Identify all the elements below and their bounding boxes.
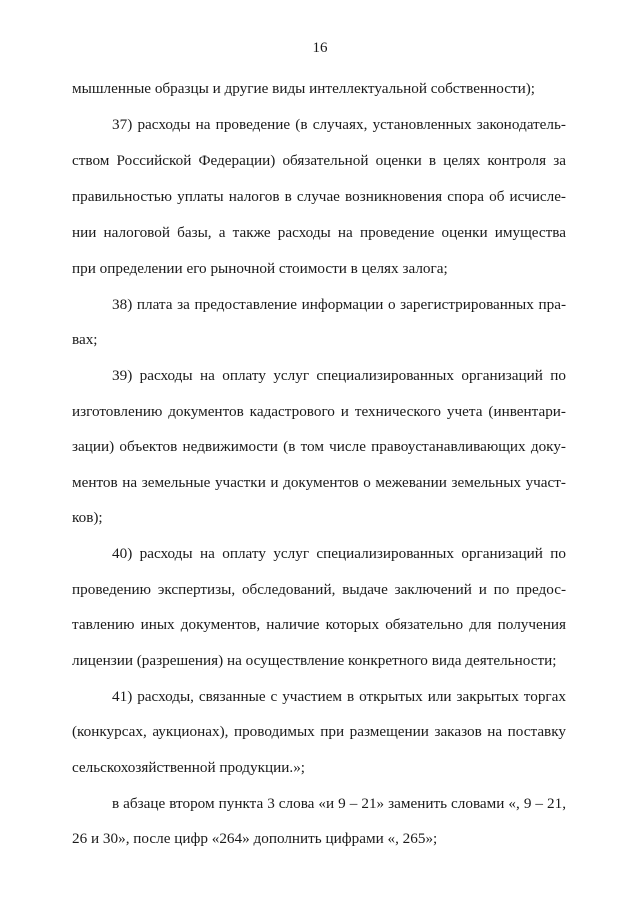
text-line: сельскохозяйственной продукции.»; xyxy=(72,759,306,776)
text-line: (конкурсах, аукционах), проводимых при размещении заказов на поставку xyxy=(72,723,566,740)
text-line: мышленные образцы и другие виды интеллектуальной собственности); xyxy=(72,80,536,97)
text-line: в абзаце втором пункта 3 слова «и 9 – 21» заменить словами «, 9 – 21, xyxy=(112,795,566,812)
text-line: проведению экспертизы, обследований, выдаче заключений и по предос- xyxy=(72,581,566,598)
text-line: нии налоговой базы, а также расходы на проведение оценки имущества xyxy=(72,224,566,241)
text-line: 41) расходы, связанные с участием в открытых или закрытых торгах xyxy=(112,688,566,705)
text-line: тавлению иных документов, наличие которых обязательно для получения xyxy=(72,616,566,633)
text-line: ством Российской Федерации) обязательной оценки в целях контроля за xyxy=(72,152,566,169)
text-line: 39) расходы на оплату услуг специализированных организаций по xyxy=(112,367,566,384)
text-line: правильностью уплаты налогов в случае возникновения спора об исчисле- xyxy=(72,188,566,205)
text-line: вах; xyxy=(72,331,98,348)
text-line: ков); xyxy=(72,509,103,526)
text-line: при определении его рыночной стоимости в целях залога; xyxy=(72,260,448,277)
text-line: ментов на земельные участки и документов о межевании земельных участ- xyxy=(72,474,566,491)
page-number: 16 xyxy=(312,40,328,56)
text-line: лицензии (разрешения) на осуществление конкретного вида деятельности; xyxy=(72,652,557,669)
text-line: 37) расходы на проведение (в случаях, установленных законодатель- xyxy=(112,116,566,133)
text-line: 26 и 30», после цифр «264» дополнить цифрами «, 265»; xyxy=(72,830,438,847)
text-line: зации) объектов недвижимости (в том числе правоустанавливающих доку- xyxy=(72,438,566,455)
text-line: изготовлению документов кадастрового и технического учета (инвентари- xyxy=(72,403,566,420)
text-line: 38) плата за предоставление информации о зарегистрированных пра- xyxy=(112,296,566,313)
text-line: 40) расходы на оплату услуг специализированных организаций по xyxy=(112,545,566,562)
